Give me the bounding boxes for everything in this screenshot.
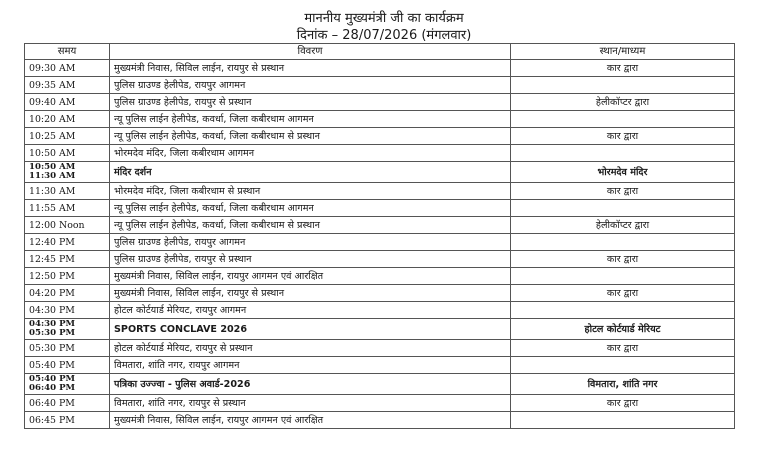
row-description: मुख्यमंत्री निवास, सिविल लाईन, रायपुर से प्रस्थान (110, 60, 511, 77)
table-row (25, 145, 735, 162)
row-location (511, 412, 735, 429)
row-description: पुलिस ग्राउण्ड हेलीपेड, रायपुर से प्रस्थान (110, 251, 511, 268)
row-time-start: 12:40 PM (29, 236, 75, 248)
row-time (25, 302, 110, 319)
row-time-start: 09:40 AM (29, 96, 76, 108)
table-row (25, 128, 735, 145)
row-time-start: 05:40 PM (29, 374, 76, 384)
row-description: मुख्यमंत्री निवास, सिविल लाईन, रायपुर से प्रस्थान (110, 285, 511, 302)
row-description: विमतारा, शांति नगर, रायपुर से प्रस्थान (110, 395, 511, 412)
row-time-start: 12:45 PM (29, 253, 75, 265)
row-location (511, 200, 735, 217)
row-location (511, 145, 735, 162)
row-description: पुलिस ग्राउण्ड हेलीपेड, रायपुर से प्रस्थान (110, 94, 511, 111)
table-row (25, 395, 735, 412)
row-location: कार द्वारा (511, 60, 735, 77)
row-description: पत्रिका उज्ज्वा - पुलिस अवार्ड-2026 (110, 374, 511, 395)
row-time (25, 268, 110, 285)
column-header-description: विवरण (110, 44, 511, 60)
row-description: मंदिर दर्शन (110, 162, 511, 183)
row-time-start: 10:50 AM (29, 147, 76, 159)
row-description: न्यू पुलिस लाईन हेलीपेड, कवर्धा, जिला कबीरधाम आगमन (110, 200, 511, 217)
table-row (25, 319, 735, 340)
row-time-start: 11:55 AM (29, 202, 76, 214)
row-time (25, 319, 110, 340)
table-row (25, 268, 735, 285)
cropped-footer (60, 454, 120, 466)
row-time-start: 09:35 AM (29, 79, 76, 91)
row-time-start: 10:50 AM (29, 162, 76, 172)
row-location (511, 302, 735, 319)
row-time (25, 200, 110, 217)
table-row (25, 162, 735, 183)
row-description: SPORTS CONCLAVE 2026 (110, 319, 511, 340)
row-location: कार द्वारा (511, 251, 735, 268)
row-time (25, 234, 110, 251)
row-time (25, 412, 110, 429)
row-location (511, 111, 735, 128)
row-time-end: 05:30 PM (29, 328, 76, 338)
row-location: होटल कोर्टयार्ड मेरियट (511, 319, 735, 340)
row-time (25, 60, 110, 77)
row-description: विमतारा, शांति नगर, रायपुर आगमन (110, 357, 511, 374)
row-description: भोरमदेव मंदिर, जिला कबीरधाम आगमन (110, 145, 511, 162)
row-description: न्यू पुलिस लाईन हेलीपेड, कवर्धा, जिला कबीरधाम से प्रस्थान (110, 217, 511, 234)
row-description: मुख्यमंत्री निवास, सिविल लाईन, रायपुर आगमन एवं आरक्षित (110, 268, 511, 285)
row-time (25, 145, 110, 162)
row-time-start: 10:25 AM (29, 130, 76, 142)
row-time-start: 12:00 Noon (29, 219, 85, 231)
row-time-start: 04:30 PM (29, 319, 76, 329)
table-row (25, 340, 735, 357)
table-row (25, 60, 735, 77)
table-row (25, 111, 735, 128)
row-location: विमतारा, शांति नगर (511, 374, 735, 395)
table-row (25, 183, 735, 200)
table-row (25, 251, 735, 268)
row-description: भोरमदेव मंदिर, जिला कबीरधाम से प्रस्थान (110, 183, 511, 200)
row-location: हेलीकॉप्टर द्वारा (511, 94, 735, 111)
row-time-start: 09:30 AM (29, 62, 76, 74)
row-time (25, 162, 110, 183)
row-time (25, 183, 110, 200)
row-description: होटल कोर्टयार्ड मेरियट, रायपुर आगमन (110, 302, 511, 319)
schedule-table (24, 43, 735, 429)
table-row (25, 285, 735, 302)
row-location: कार द्वारा (511, 183, 735, 200)
row-location (511, 77, 735, 94)
row-time (25, 285, 110, 302)
table-row (25, 374, 735, 395)
table-row (25, 94, 735, 111)
row-time (25, 94, 110, 111)
row-location (511, 234, 735, 251)
document-title: माननीय मुख्यमंत्री जी का कार्यक्रम (304, 11, 464, 26)
row-location (511, 357, 735, 374)
row-time (25, 111, 110, 128)
row-location: कार द्वारा (511, 128, 735, 145)
row-time-start: 05:40 PM (29, 359, 75, 371)
row-location: हेलीकॉप्टर द्वारा (511, 217, 735, 234)
row-time (25, 128, 110, 145)
row-time-start: 11:30 AM (29, 185, 76, 197)
row-time-start: 06:45 PM (29, 414, 75, 426)
row-description: पुलिस ग्राउण्ड हेलीपेड, रायपुर आगमन (110, 77, 511, 94)
table-row (25, 200, 735, 217)
row-location: कार द्वारा (511, 395, 735, 412)
table-row (25, 357, 735, 374)
row-location: कार द्वारा (511, 285, 735, 302)
row-time (25, 374, 110, 395)
row-time (25, 251, 110, 268)
table-row (25, 217, 735, 234)
row-description: होटल कोर्टयार्ड मेरियट, रायपुर से प्रस्थान (110, 340, 511, 357)
row-description: न्यू पुलिस लाईन हेलीपेड, कवर्धा, जिला कबीरधाम से प्रस्थान (110, 128, 511, 145)
table-row (25, 77, 735, 94)
row-time (25, 357, 110, 374)
row-time (25, 340, 110, 357)
row-time-start: 06:40 PM (29, 397, 75, 409)
table-header-row (25, 44, 735, 60)
row-time-start: 05:30 PM (29, 342, 75, 354)
row-time (25, 217, 110, 234)
column-header-location: स्थान/माध्यम (511, 44, 735, 60)
row-time (25, 395, 110, 412)
row-time-start: 12:50 PM (29, 270, 75, 282)
row-time-start: 04:30 PM (29, 304, 75, 316)
row-time-end: 06:40 PM (29, 383, 76, 393)
row-description: मुख्यमंत्री निवास, सिविल लाईन, रायपुर आगमन एवं आरक्षित (110, 412, 511, 429)
document-date: दिनांक – 28/07/2026 (मंगलवार) (296, 28, 472, 43)
table-row (25, 412, 735, 429)
row-time-start: 10:20 AM (29, 113, 76, 125)
row-location: कार द्वारा (511, 340, 735, 357)
table-row (25, 234, 735, 251)
row-time (25, 77, 110, 94)
column-header-time: समय (25, 44, 110, 60)
row-description: पुलिस ग्राउण्ड हेलीपेड, रायपुर आगमन (110, 234, 511, 251)
row-location: भोरमदेव मंदिर (511, 162, 735, 183)
row-location (511, 268, 735, 285)
cropped-header-strip (120, 0, 640, 6)
row-time-start: 04:20 PM (29, 287, 75, 299)
table-row (25, 302, 735, 319)
row-description: न्यू पुलिस लाईन हेलीपेड, कवर्धा, जिला कबीरधाम आगमन (110, 111, 511, 128)
row-time-end: 11:30 AM (29, 171, 76, 181)
